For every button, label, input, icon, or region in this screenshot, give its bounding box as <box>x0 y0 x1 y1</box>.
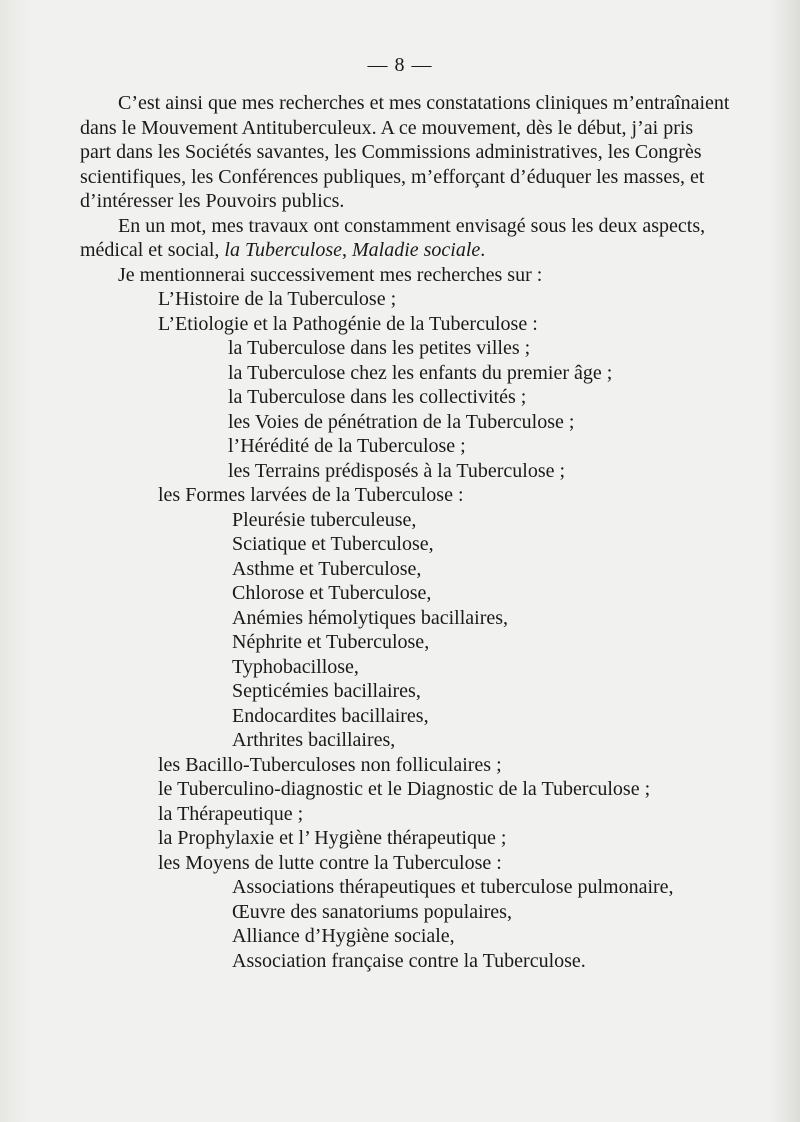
italic-title: la Tuberculose <box>224 239 342 261</box>
list-item: Asthme et Tuberculose, <box>232 557 422 580</box>
list-item: Œuvre des sanatoriums populaires, <box>232 900 512 923</box>
list-item: Associations thérapeutiques et tuberculose pulmonaire, <box>232 876 674 898</box>
list-item: les Bacillo-Tuberculoses non folliculaires ; <box>158 753 502 776</box>
text-line: dans le Mouvement Antituberculeux. A ce mouvement, dès le début, j’ai pris <box>80 116 694 139</box>
page-number: — 8 — <box>367 54 433 76</box>
summary-paragraph <box>80 214 760 263</box>
page-body <box>80 91 760 973</box>
list-item: la Prophylaxie et l’ Hygiène thérapeutique ; <box>158 827 507 849</box>
text-run: . <box>480 239 486 261</box>
text-line: d’intéresser les Pouvoirs publics. <box>80 190 345 212</box>
italic-title: Maladie sociale <box>351 239 481 261</box>
list-item: les Moyens de lutte contre la Tuberculose : <box>158 851 502 874</box>
list-intro: Je mentionnerai successivement mes recherches sur : <box>118 263 543 286</box>
list-item: le Tuberculino-diagnostic et le Diagnostic de la Tuberculose ; <box>158 778 651 800</box>
list-item: Association française contre la Tuberculose. <box>232 949 586 972</box>
text-run: médical et social, <box>80 239 225 261</box>
list-item: Arthrites bacillaires, <box>232 729 396 751</box>
list-item: la Tuberculose dans les collectivités ; <box>228 386 527 408</box>
text-line: scientifiques, les Conférences publiques, m’efforçant d’éduquer les masses, et <box>80 165 705 188</box>
text-line: En un mot, mes travaux ont constamment envisagé sous les deux aspects, <box>118 214 706 237</box>
list-item: Anémies hémolytiques bacillaires, <box>232 606 509 629</box>
text-run: , <box>341 239 352 261</box>
list-item: les Formes larvées de la Tuberculose : <box>158 484 464 506</box>
text-line <box>80 238 760 263</box>
list-item: L’Histoire de la Tuberculose ; <box>158 288 397 310</box>
list-item: Pleurésie tuberculeuse, <box>232 508 417 531</box>
list-item: la Tuberculose dans les petites villes ; <box>228 337 531 359</box>
text-line: C’est ainsi que mes recherches et mes constatations cliniques m’entraînaient <box>118 92 730 114</box>
list-item: Chlorose et Tuberculose, <box>232 582 432 604</box>
list-item: Endocardites bacillaires, <box>232 704 429 727</box>
list-item: L’Etiologie et la Pathogénie de la Tuberculose : <box>158 312 538 335</box>
list-item: Néphrite et Tuberculose, <box>232 631 430 653</box>
list-item: Sciatique et Tuberculose, <box>232 533 434 555</box>
list-item: la Tuberculose chez les enfants du premier âge ; <box>228 361 613 384</box>
list-item: Alliance d’Hygiène sociale, <box>232 925 455 947</box>
intro-paragraph <box>80 91 760 214</box>
text-line: part dans les Sociétés savantes, les Commissions administratives, les Congrès <box>80 141 702 163</box>
research-topics-list <box>80 287 760 973</box>
list-item: Typhobacillose, <box>232 655 359 678</box>
list-item: Septicémies bacillaires, <box>232 680 421 702</box>
list-item: la Thérapeutique ; <box>158 802 304 825</box>
list-item: les Voies de pénétration de la Tuberculose ; <box>228 410 575 433</box>
list-item: l’Hérédité de la Tuberculose ; <box>228 435 466 457</box>
list-item: les Terrains prédisposés à la Tuberculose ; <box>228 459 566 482</box>
